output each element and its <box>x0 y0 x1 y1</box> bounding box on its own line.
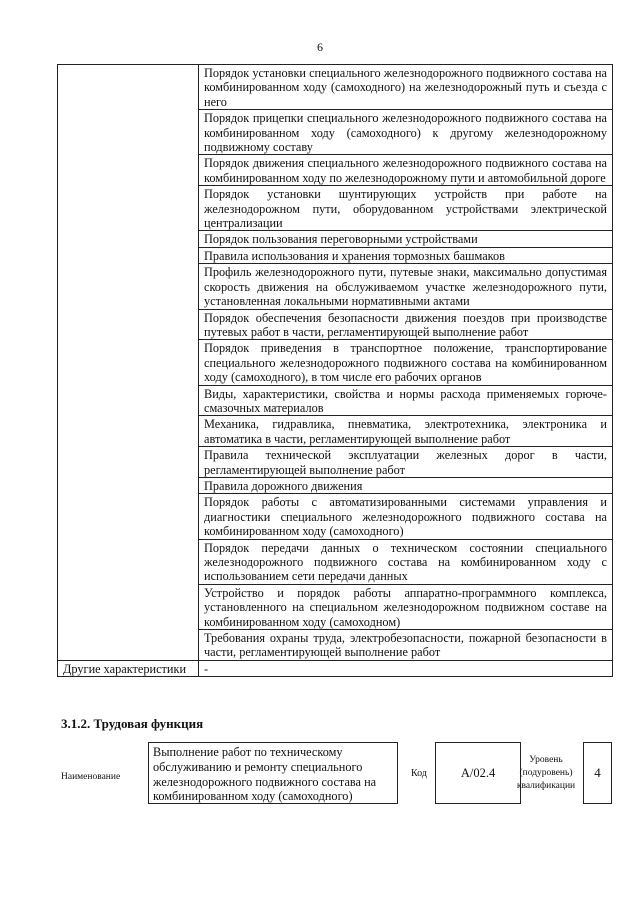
qualification-level-label <box>511 754 581 793</box>
function-name-box: Выполнение работ по техническому обслуживанию и ремонту специального железнодорожного подвижного состава на комбинированном ходу (самоходного) <box>148 742 398 804</box>
table-row <box>58 65 613 110</box>
requirement-item: Порядок пользования переговорными устройствами <box>199 231 613 247</box>
page-number: 6 <box>317 40 323 54</box>
requirement-item: Механика, гидравлика, пневматика, электротехника, электроника и автоматика в части, регламентирующей выполнение работ <box>199 416 613 447</box>
requirement-item: Порядок движения специального железнодорожного подвижного состава на комбинированном ходу по железнодорожному пути и автомобильной дороге <box>199 155 613 186</box>
requirement-item: Порядок приведения в транспортное положение, транспортирование специального железнодорожного подвижного состава на комбинированном ходу (самоходного), в том числе его рабочих органов <box>199 340 613 385</box>
requirement-item: Требования охраны труда, электробезопасности, пожарной безопасности в части, регламентирующей выполнение работ <box>199 630 613 661</box>
requirements-table <box>57 64 613 677</box>
requirement-item: Виды, характеристики, свойства и нормы расхода применяемых горюче-смазочных материалов <box>199 385 613 416</box>
qualification-level-box: 4 <box>583 742 612 804</box>
requirement-item: Порядок прицепки специального железнодорожного подвижного состава на комбинированном ходу (самоходного) к другому железнодорожному подвижному составу <box>199 110 613 155</box>
requirement-item: Профиль железнодорожного пути, путевые знаки, максимально допустимая скорость движения на обслуживаемом участке железнодорожного пути, установленная локальными нормативными актами <box>199 264 613 309</box>
labor-function-block <box>61 742 612 806</box>
name-label: Наименование <box>61 772 121 782</box>
requirement-item: Порядок передачи данных о техническом состоянии специального железнодорожного подвижного состава на комбинированном ходу с использованием сети передачи данных <box>199 539 613 584</box>
requirement-item: Порядок обеспечения безопасности движения поездов при производстве путевых работ в части, регламентирующей выполнение работ <box>199 309 613 340</box>
other-characteristics-label: Другие характеристики <box>58 660 199 676</box>
table-row <box>58 660 613 676</box>
level-label-line-3: квалификации <box>516 781 576 791</box>
code-box: A/02.4 <box>435 742 521 804</box>
requirement-item: Правила использования и хранения тормозных башмаков <box>199 247 613 263</box>
other-characteristics-value: - <box>199 660 613 676</box>
level-label-line-2: (подуровень) <box>519 768 573 778</box>
section-heading: 3.1.2. Трудовая функция <box>61 716 204 731</box>
code-label: Код <box>411 768 427 779</box>
requirement-item: Правила дорожного движения <box>199 477 613 493</box>
requirement-item: Порядок установки шунтирующих устройств при работе на железнодорожном пути, оборудованном устройствами электрической централизации <box>199 186 613 231</box>
requirement-item: Порядок работы с автоматизированными системами управления и диагностики специального железнодорожного подвижного состава на комбинированном ходу (самоходного) <box>199 494 613 539</box>
requirement-item: Правила технической эксплуатации железных дорог в части, регламентирующей выполнение работ <box>199 447 613 478</box>
level-label-line-1: Уровень <box>529 755 563 765</box>
left-empty-cell <box>58 65 199 661</box>
requirement-item: Порядок установки специального железнодорожного подвижного состава на комбинированном ходу (самоходного) на железнодорожный путь и съезда с него <box>199 65 613 110</box>
requirement-item: Устройство и порядок работы аппаратно-программного комплекса, установленного на специальном железнодорожном подвижном составе на комбинированном ходу (самоходном) <box>199 584 613 629</box>
